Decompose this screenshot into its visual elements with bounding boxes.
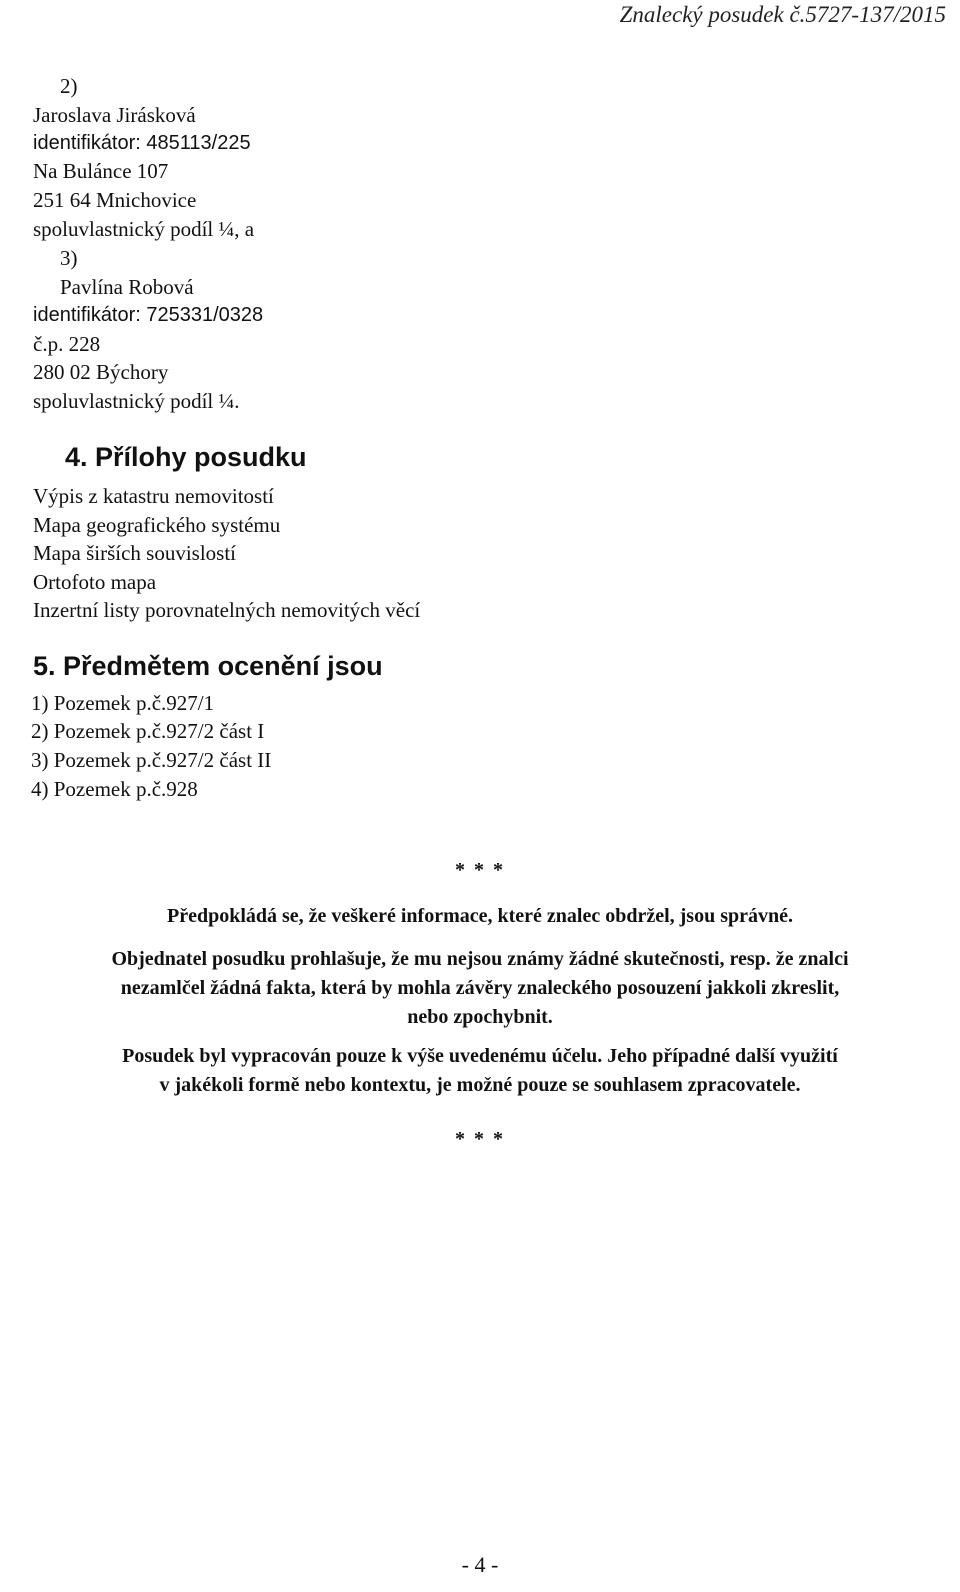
disclaimer-paragraph-1: Předpokládá se, že veškeré informace, které znalec obdržel, jsou správné. xyxy=(167,905,793,927)
section-heading-attachments: 4. Přílohy posudku xyxy=(65,442,307,472)
document-reference-header: Znalecký posudek č.5727-137/2015 xyxy=(619,2,946,27)
owner-number: 3) xyxy=(60,246,78,270)
attachment-item: Výpis z katastru nemovitostí xyxy=(33,484,274,508)
disclaimer-line: nebo zpochybnit. xyxy=(407,1006,553,1028)
disclaimer-line: nezamlčel žádná fakta, která by mohla závěry znaleckého posouzení jakkoli zkreslit, xyxy=(120,977,840,999)
owner-identifier: identifikátor: 485113/225 xyxy=(33,132,251,154)
owner-name: Pavlína Robová xyxy=(60,275,194,299)
owner-street: č.p. 228 xyxy=(33,332,101,356)
owner-share: spoluvlastnický podíl ¼, a xyxy=(33,217,255,241)
subject-item: 4) Pozemek p.č.928 xyxy=(31,777,198,801)
disclaimer-line: Objednatel posudku prohlašuje, že mu nejsou známy žádné skutečnosti, resp. že znalci xyxy=(111,948,849,970)
attachment-item: Inzertní listy porovnatelných nemovitých věcí xyxy=(33,598,421,622)
owner-share: spoluvlastnický podíl ¼. xyxy=(33,389,240,413)
separator-stars-top: * * * xyxy=(455,859,505,881)
disclaimer-line: Posudek byl vypracován pouze k výše uvedenému účelu. Jeho případné další využití xyxy=(122,1045,838,1067)
owner-name: Jaroslava Jirásková xyxy=(33,103,196,127)
separator-stars-bottom: * * * xyxy=(455,1128,505,1150)
owner-number: 2) xyxy=(60,74,78,98)
disclaimer-line: v jakékoli formě nebo kontextu, je možné pouze se souhlasem zpracovatele. xyxy=(159,1074,801,1096)
owner-city: 251 64 Mnichovice xyxy=(33,188,197,212)
attachment-item: Mapa širších souvislostí xyxy=(33,541,236,565)
subject-item: 2) Pozemek p.č.927/2 část I xyxy=(31,719,265,743)
page-number: - 4 - xyxy=(461,1552,499,1577)
section-heading-subject: 5. Předmětem ocenění jsou xyxy=(33,651,383,681)
owner-identifier: identifikátor: 725331/0328 xyxy=(33,304,264,326)
attachment-item: Ortofoto mapa xyxy=(33,570,157,594)
subject-item: 1) Pozemek p.č.927/1 xyxy=(31,691,215,715)
owner-city: 280 02 Býchory xyxy=(33,360,169,384)
owner-street: Na Bulánce 107 xyxy=(33,159,169,183)
attachment-item: Mapa geografického systému xyxy=(33,513,281,537)
subject-item: 3) Pozemek p.č.927/2 část II xyxy=(31,748,272,772)
